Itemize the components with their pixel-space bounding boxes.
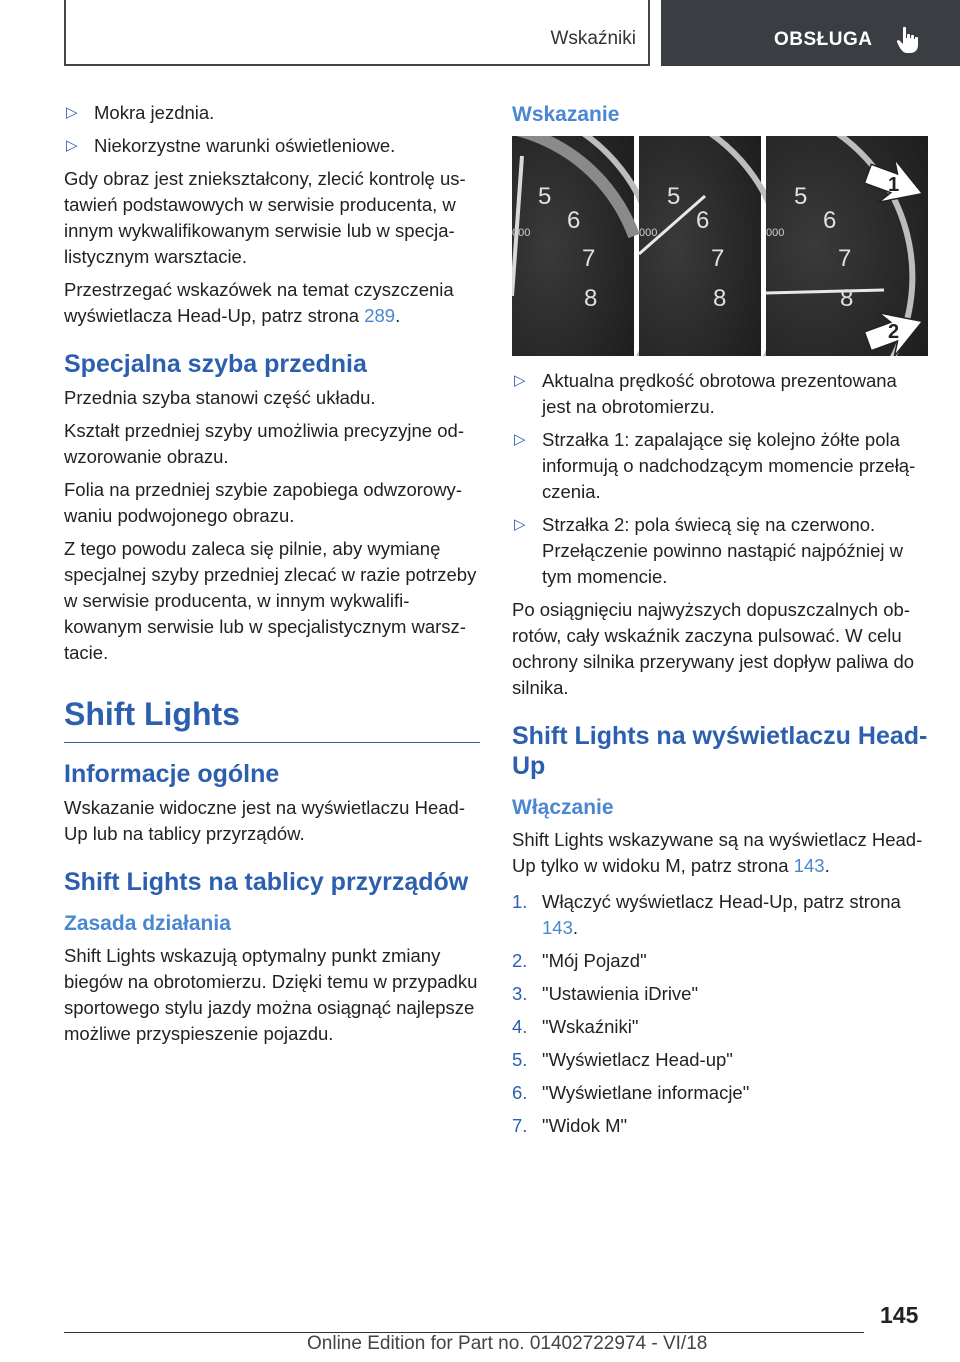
- list-item: ▷ Niekorzystne warunki oświetleniowe.: [64, 133, 480, 159]
- list-item: 4. "Wskaźniki": [512, 1016, 639, 1037]
- section-heading: Specjalna szyba przednia: [64, 350, 367, 378]
- svg-text:7: 7: [838, 245, 852, 272]
- svg-text:6: 6: [823, 207, 837, 234]
- triangle-bullet-icon: ▷: [66, 137, 78, 154]
- left-column: [64, 100, 480, 1054]
- svg-text:000: 000: [639, 227, 658, 239]
- right-column: [512, 100, 928, 1146]
- paragraph: Przestrzegać wskazówek na temat czyszczenia wyświetlacza Head-Up, patrz strona 289.: [64, 279, 454, 326]
- paragraph: Po osiągnięciu najwyższych dopuszczalnych obrotów, cały wskaźnik zaczyna pulsować. W celu ochrony silnika przerywany jest dopływ paliwa do silnika.: [512, 599, 915, 698]
- paragraph: Kształt przedniej szyby umożliwia precyzyjne odwzorowanie obrazu.: [64, 420, 464, 467]
- section-heading: Informacje ogólne: [64, 760, 280, 788]
- section-heading: Shift Lights na wyświetlaczu Head-Up: [512, 722, 928, 780]
- paragraph: Shift Lights wskazywane są na wyświetlacz Head-Up tylko w widoku M, patrz strona 143.: [512, 829, 923, 876]
- list-item: ▷ Aktualna prędkość obrotowa prezentowana jest na obrotomierzu.: [514, 370, 897, 417]
- header-section-title: Wskaźniki: [550, 28, 636, 49]
- header-chapter-title: OBSŁUGA: [774, 29, 873, 50]
- svg-text:8: 8: [713, 285, 727, 312]
- list-item: 3. "Ustawienia iDrive": [512, 983, 699, 1004]
- paragraph: Gdy obraz jest zniekształcony, zlecić kontrolę ustawień podstawowych w serwisie producenta, w innym wykwalifikowanym serwisie lub w specjalistycznym warsztacie.: [64, 168, 466, 267]
- footer-edition: Online Edition for Part no. 01402722974 - VI/18: [307, 1333, 708, 1354]
- subsection-heading: Zasada działania: [64, 912, 231, 935]
- hand-pointer-icon: [896, 26, 920, 54]
- svg-text:7: 7: [711, 245, 725, 272]
- svg-text:7: 7: [582, 245, 596, 272]
- list-item: 6. "Wyświetlane informacje": [512, 1082, 750, 1103]
- subsection-heading: Wskazanie: [512, 103, 620, 126]
- paragraph: Shift Lights wskazują optymalny punkt zmiany biegów na obrotomierzu. Dzięki temu w przypadku sportowego stylu jazdy można osiągnąć najlepsze możliwe przyspieszenie pojazdu.: [64, 945, 478, 1044]
- triangle-bullet-icon: ▷: [514, 372, 526, 389]
- svg-text:5: 5: [794, 183, 808, 210]
- list-item: ▷ Mokra jezdnia.: [64, 100, 480, 126]
- gauge-panel-1: [512, 136, 658, 356]
- list-item: ▷ Strzałka 2: pola świecą się na czerwono. Przełączenie powinno nastąpić najpóźniej w tym momencie.: [514, 514, 903, 587]
- svg-text:1: 1: [888, 174, 900, 196]
- list-item: ▷ Strzałka 1: zapalające się kolejno żółte pola informują o nadchodzącym momencie przełączenia.: [514, 429, 916, 502]
- paragraph: Z tego powodu zaleca się pilnie, aby wymianę specjalnej szyby przedniej zlecać w razie potrzeby w serwisie producenta, w innym wykwalifikowanym serwisie lub w specjalistycznym warsztacie.: [64, 538, 477, 663]
- gauge-panel-2: [639, 136, 785, 356]
- svg-text:6: 6: [567, 207, 581, 234]
- gauge-panel-3: [766, 136, 928, 356]
- triangle-bullet-icon: ▷: [514, 516, 526, 533]
- paragraph: Folia na przedniej szybie zapobiega odwzorowywaniu podwojonego obrazu.: [64, 479, 462, 526]
- svg-text:8: 8: [840, 285, 854, 312]
- steps-list: [512, 889, 928, 1139]
- paragraph: Przednia szyba stanowi część układu.: [64, 387, 376, 408]
- svg-text:2: 2: [888, 321, 900, 343]
- list-item: 7. "Widok M": [512, 1115, 628, 1136]
- page-link[interactable]: 143: [542, 917, 573, 938]
- page-link[interactable]: 289: [364, 305, 396, 326]
- triangle-bullet-icon: ▷: [514, 431, 526, 448]
- svg-text:000: 000: [512, 227, 531, 239]
- list-item: 1. Włączyć wyświetlacz Head-Up, patrz strona 143.: [512, 891, 901, 938]
- tachometer-illustration: [512, 136, 928, 356]
- svg-text:5: 5: [538, 183, 552, 210]
- list-item: 2. "Mój Pojazd": [512, 950, 647, 971]
- section-heading: Shift Lights na tablicy przyrządów: [64, 868, 469, 896]
- svg-text:8: 8: [584, 285, 598, 312]
- chapter-title: Shift Lights: [64, 694, 480, 743]
- page-link[interactable]: 143: [793, 855, 825, 876]
- page-number: 145: [880, 1302, 919, 1328]
- list-item: 5. "Wyświetlacz Head-up": [512, 1049, 733, 1070]
- svg-text:6: 6: [696, 207, 710, 234]
- triangle-bullet-icon: ▷: [66, 104, 78, 121]
- svg-text:000: 000: [766, 227, 785, 239]
- paragraph: Wskazanie widoczne jest na wyświetlaczu Head-Up lub na tablicy przyrządów.: [64, 797, 466, 844]
- subsection-heading: Włączanie: [512, 796, 614, 819]
- header-section-box: [64, 0, 650, 66]
- svg-text:5: 5: [667, 183, 681, 210]
- header-chapter-tab: [661, 0, 960, 66]
